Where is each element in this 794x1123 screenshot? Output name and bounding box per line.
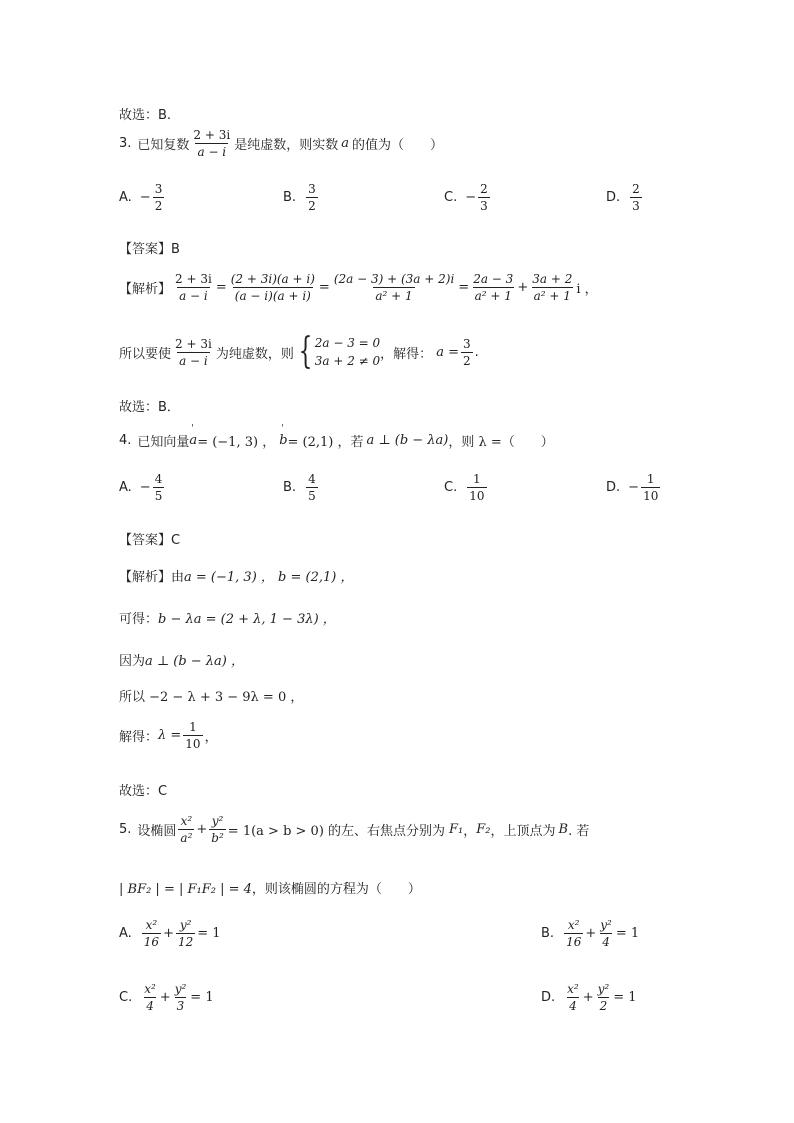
q4-option-d: D. − $\frac{1}{10}$: [606, 472, 659, 503]
q4-stem: 4. 已知向量 ' a = (−1, 3) ， ' b = (2,1) ，若 a ⊥ (b − λa) ，则 λ =（ ）: [119, 431, 554, 450]
q3-analysis-step2: 所以要使 $\frac{2 + 3i}{a - i}$ 为纯虚数，则 { 2a − 3 = 0 3a + 2 ≠ 0 ，解得： a = $\frac{3}{2}$ .: [119, 331, 479, 372]
q3-option-b: B. $\frac{3}{2}$: [283, 182, 316, 213]
q3-option-c: C. − $\frac{2}{3}$: [444, 182, 488, 213]
q3-option-d: D. $\frac{2}{3}$: [606, 182, 640, 213]
q4-option-a: A. − $\frac{4}{5}$: [119, 472, 163, 503]
q3-answer: 【答案】B: [119, 242, 180, 257]
equation-system: 2a − 3 = 0 3a + 2 ≠ 0: [314, 336, 381, 368]
q5-option-c: C. $\frac{\text{x²}}{4}$ + $\frac{\text{y²}}{3}$ = 1: [119, 982, 214, 1013]
system-brace: {: [298, 331, 313, 372]
q5-stem-line2: | BF₂ | = | F₁F₂ | = 4，则该椭圆的方程为（ ）: [119, 882, 421, 897]
q4-analysis-1: 【解析】由a = (−1, 3) ， b = (2,1) ，: [119, 570, 354, 585]
q5-stem: 5. 设椭圆 $\frac{\text{x²}}{\text{a²}}$ + $\frac{\text{y²}}{\text{b²}}$ = 1(a > b > 0) 的左、右焦点分别为 F₁ ， F₂ ，上顶点为 B . 若: [119, 814, 590, 845]
q4-option-b: B. $\frac{4}{5}$: [283, 472, 316, 503]
q3-stem-c: 的值为（ ）: [352, 138, 444, 153]
prev-conclusion: 故选：B.: [119, 108, 172, 123]
q4-number: 4.: [119, 433, 132, 448]
q3-stem-fraction: $\frac{2 + 3i}{a - i}$: [193, 128, 231, 159]
q3-analysis-step1: 【解析】 $\frac{2 + 3i}{a - i}$ = $\frac{(2 + 3i)(a + i)}{(a - i)(a + i)}$ = $\frac{(2a - 3) + (3a + 2)i}{\text{a² + 1}}$ = $\frac{2a - 3}{\text{a² + 1}}$ + $\frac{3a + 2}{\text{a² + 1}}$ i ，: [119, 272, 598, 303]
q3-analysis-label: 【解析】: [119, 282, 172, 297]
q3-conclusion: 故选：B．: [119, 400, 180, 415]
q5-option-b: B. $\frac{\text{x²}}{16}$ + $\frac{\text{y²}}{4}$ = 1: [541, 918, 640, 949]
q3-option-a: A. − $\frac{3}{2}$: [119, 182, 163, 213]
q4-analysis-5: 解得： λ = $\frac{1}{10}$ ，: [119, 720, 218, 751]
q4-conclusion: 故选：C: [119, 784, 168, 799]
q5-option-a: A. $\frac{\text{x²}}{16}$ + $\frac{\text{y²}}{12}$ = 1: [119, 918, 221, 949]
q4-analysis-3: 因为a ⊥ (b − λa) ，: [119, 654, 245, 669]
q5-number: 5.: [119, 822, 132, 837]
q4-analysis-4: 所以 −2 − λ + 3 − 9λ = 0 ，: [119, 690, 304, 705]
q3-number: 3.: [119, 136, 132, 151]
q5-option-d: D. $\frac{\text{x²}}{4}$ + $\frac{\text{y²}}{2}$ = 1: [541, 982, 637, 1013]
q3-stem-a: 已知复数: [137, 138, 190, 153]
q3-stem-b: 是纯虚数，则实数: [234, 138, 339, 153]
q4-answer: 【答案】C: [119, 533, 181, 548]
q3-var: a: [341, 136, 349, 151]
q4-analysis-2: 可得：b − λa = (2 + λ, 1 − 3λ) ，: [119, 612, 336, 627]
q3-stem: [119, 128, 443, 159]
q4-option-c: C. $\frac{1}{10}$: [444, 472, 485, 503]
